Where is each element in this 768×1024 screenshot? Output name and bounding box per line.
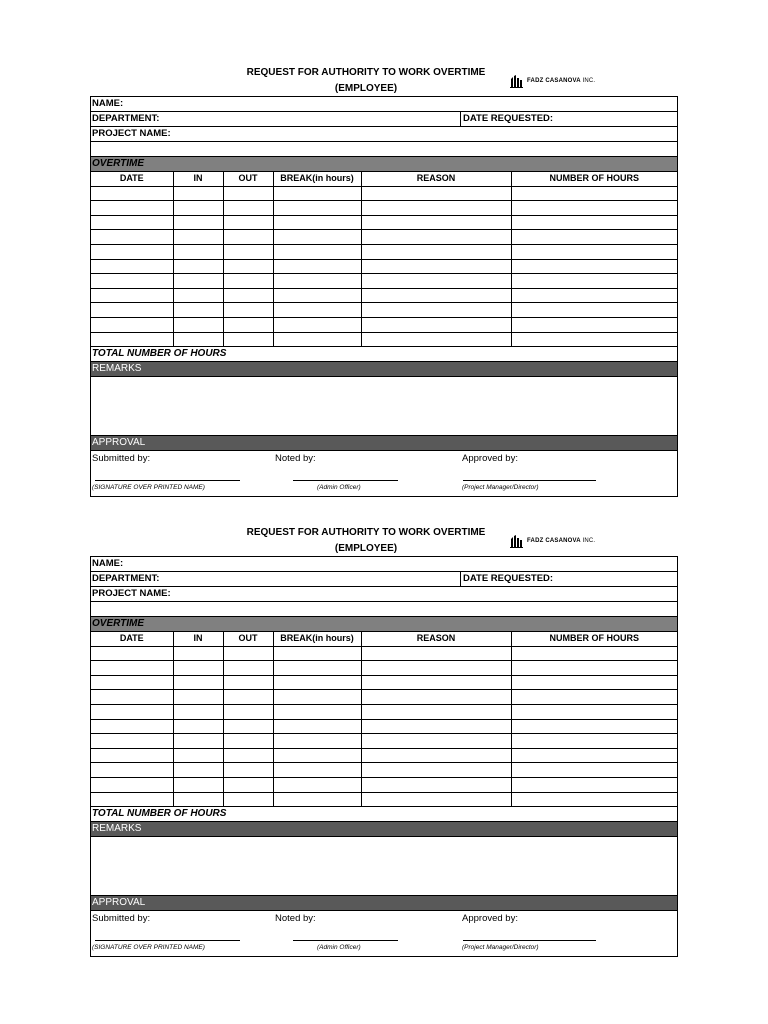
approved-by-label: Approved by: <box>462 453 518 465</box>
approval-area <box>91 911 677 956</box>
blank-row[interactable] <box>91 602 677 617</box>
signature-caption: (SIGNATURE OVER PRINTED NAME) <box>92 484 205 492</box>
admin-officer-caption: (Admin Officer) <box>317 484 361 492</box>
table-cell[interactable] <box>273 259 361 274</box>
overtime-rows <box>91 646 677 807</box>
table-row <box>91 719 677 734</box>
table-cell[interactable] <box>91 661 173 676</box>
col-out: OUT <box>223 632 273 646</box>
table-cell[interactable] <box>361 690 511 705</box>
company-logo <box>510 534 595 548</box>
table-cell[interactable] <box>223 201 273 216</box>
table-row <box>91 186 677 201</box>
table-cell[interactable] <box>361 303 511 318</box>
submitted-signature-line[interactable] <box>95 940 240 941</box>
department-label: DEPARTMENT: <box>92 573 160 584</box>
department-row[interactable] <box>91 572 677 587</box>
table-cell[interactable] <box>173 675 223 690</box>
table-cell[interactable] <box>91 317 173 332</box>
table-cell[interactable] <box>91 690 173 705</box>
table-row <box>91 704 677 719</box>
remarks-area[interactable] <box>91 377 677 436</box>
total-hours-label: TOTAL NUMBER OF HOURS <box>91 347 677 362</box>
col-in: IN <box>173 172 223 186</box>
table-row <box>91 661 677 676</box>
remarks-area[interactable] <box>91 837 677 896</box>
noted-signature-line[interactable] <box>293 480 398 481</box>
table-cell[interactable] <box>361 719 511 734</box>
table-cell[interactable] <box>173 792 223 807</box>
table-cell[interactable] <box>361 792 511 807</box>
noted-by-label: Noted by: <box>275 913 316 925</box>
table-row <box>91 690 677 705</box>
table-cell[interactable] <box>273 763 361 778</box>
table-cell[interactable] <box>511 690 677 705</box>
table-cell[interactable] <box>273 704 361 719</box>
date-requested-label[interactable]: DATE REQUESTED: <box>460 572 553 586</box>
table-cell[interactable] <box>511 317 677 332</box>
building-logo-icon <box>510 534 524 548</box>
overtime-table <box>91 632 677 807</box>
overtime-header-row <box>91 632 677 646</box>
form-title-line1: REQUEST FOR AUTHORITY TO WORK OVERTIME <box>246 67 486 78</box>
table-cell[interactable] <box>223 675 273 690</box>
table-row <box>91 792 677 807</box>
table-row <box>91 259 677 274</box>
table-cell[interactable] <box>361 259 511 274</box>
col-break: BREAK(in hours) <box>273 632 361 646</box>
col-out: OUT <box>223 172 273 186</box>
table-row <box>91 777 677 792</box>
table-cell[interactable] <box>511 675 677 690</box>
table-cell[interactable] <box>223 274 273 289</box>
table-cell[interactable] <box>273 646 361 661</box>
table-cell[interactable] <box>223 690 273 705</box>
table-cell[interactable] <box>361 332 511 347</box>
approved-signature-line[interactable] <box>463 480 596 481</box>
table-cell[interactable] <box>91 303 173 318</box>
project-name-row[interactable] <box>91 587 677 602</box>
form-title-line1: REQUEST FOR AUTHORITY TO WORK OVERTIME <box>246 527 486 538</box>
table-row <box>91 748 677 763</box>
submitted-by-label: Submitted by: <box>92 913 151 925</box>
table-cell[interactable] <box>223 303 273 318</box>
table-cell[interactable] <box>173 646 223 661</box>
table-cell[interactable] <box>273 719 361 734</box>
table-cell[interactable] <box>511 704 677 719</box>
col-date: DATE <box>91 172 173 186</box>
table-cell[interactable] <box>173 186 223 201</box>
table-cell[interactable] <box>223 777 273 792</box>
building-logo-icon <box>510 74 524 88</box>
table-cell[interactable] <box>511 215 677 230</box>
col-reason: REASON <box>361 172 511 186</box>
table-row <box>91 201 677 216</box>
table-cell[interactable] <box>361 661 511 676</box>
table-cell[interactable] <box>173 719 223 734</box>
table-cell[interactable] <box>511 288 677 303</box>
company-logo <box>510 74 595 88</box>
table-row <box>91 288 677 303</box>
project-manager-caption: (Project Manager/Director) <box>462 484 539 492</box>
table-cell[interactable] <box>511 230 677 245</box>
table-cell[interactable] <box>273 303 361 318</box>
table-cell[interactable] <box>91 675 173 690</box>
table-cell[interactable] <box>173 274 223 289</box>
date-requested-label[interactable]: DATE REQUESTED: <box>460 112 553 126</box>
table-cell[interactable] <box>173 201 223 216</box>
table-cell[interactable] <box>511 719 677 734</box>
submitted-by-label: Submitted by: <box>92 453 151 465</box>
remarks-section-bar: REMARKS <box>91 362 677 377</box>
table-cell[interactable] <box>223 259 273 274</box>
form-box <box>90 96 678 497</box>
table-cell[interactable] <box>91 332 173 347</box>
overtime-header-row <box>91 172 677 186</box>
table-cell[interactable] <box>173 763 223 778</box>
table-row <box>91 646 677 661</box>
table-cell[interactable] <box>511 186 677 201</box>
total-hours-label: TOTAL NUMBER OF HOURS <box>91 807 677 822</box>
table-cell[interactable] <box>273 734 361 749</box>
table-cell[interactable] <box>273 661 361 676</box>
project-name-label: PROJECT NAME: <box>92 128 171 139</box>
table-cell[interactable] <box>273 186 361 201</box>
table-cell[interactable] <box>223 230 273 245</box>
table-row <box>91 332 677 347</box>
table-cell[interactable] <box>91 186 173 201</box>
table-cell[interactable] <box>511 274 677 289</box>
col-break: BREAK(in hours) <box>273 172 361 186</box>
table-cell[interactable] <box>511 244 677 259</box>
table-row <box>91 303 677 318</box>
table-cell[interactable] <box>511 748 677 763</box>
department-row[interactable] <box>91 112 677 127</box>
table-cell[interactable] <box>173 288 223 303</box>
table-cell[interactable] <box>273 288 361 303</box>
table-cell[interactable] <box>173 259 223 274</box>
approved-signature-line[interactable] <box>463 940 596 941</box>
overtime-section-bar: OVERTIME <box>91 617 677 632</box>
table-cell[interactable] <box>361 186 511 201</box>
table-cell[interactable] <box>361 704 511 719</box>
table-cell[interactable] <box>91 230 173 245</box>
col-number-of-hours: NUMBER OF HOURS <box>511 172 677 186</box>
signature-caption: (SIGNATURE OVER PRINTED NAME) <box>92 944 205 952</box>
table-cell[interactable] <box>273 690 361 705</box>
table-cell[interactable] <box>223 646 273 661</box>
table-cell[interactable] <box>91 719 173 734</box>
table-cell[interactable] <box>173 748 223 763</box>
submitted-signature-line[interactable] <box>95 480 240 481</box>
table-cell[interactable] <box>223 661 273 676</box>
project-name-label: PROJECT NAME: <box>92 588 171 599</box>
form-box <box>90 556 678 957</box>
table-row <box>91 763 677 778</box>
form-title-line2: (EMPLOYEE) <box>334 543 398 554</box>
noted-by-label: Noted by: <box>275 453 316 465</box>
logo-brand: FADZ CASANOVA <box>527 78 581 84</box>
form-title-line2: (EMPLOYEE) <box>334 83 398 94</box>
approved-by-label: Approved by: <box>462 913 518 925</box>
table-cell[interactable] <box>173 244 223 259</box>
table-cell[interactable] <box>223 748 273 763</box>
logo-suffix: INC. <box>582 78 596 84</box>
table-cell[interactable] <box>173 332 223 347</box>
table-row <box>91 215 677 230</box>
table-cell[interactable] <box>223 215 273 230</box>
table-cell[interactable] <box>361 646 511 661</box>
table-cell[interactable] <box>223 704 273 719</box>
table-cell[interactable] <box>511 763 677 778</box>
table-cell[interactable] <box>223 186 273 201</box>
name-label: NAME: <box>92 558 124 569</box>
table-cell[interactable] <box>173 317 223 332</box>
approval-section-bar: APPROVAL <box>91 896 677 911</box>
table-cell[interactable] <box>91 274 173 289</box>
table-cell[interactable] <box>361 748 511 763</box>
overtime-section-bar: OVERTIME <box>91 157 677 172</box>
table-cell[interactable] <box>91 288 173 303</box>
table-cell[interactable] <box>511 777 677 792</box>
table-cell[interactable] <box>173 303 223 318</box>
table-cell[interactable] <box>223 332 273 347</box>
table-cell[interactable] <box>273 777 361 792</box>
table-cell[interactable] <box>511 792 677 807</box>
overtime-rows <box>91 186 677 347</box>
table-cell[interactable] <box>361 317 511 332</box>
remarks-section-bar: REMARKS <box>91 822 677 837</box>
table-row <box>91 244 677 259</box>
table-row <box>91 675 677 690</box>
overtime-table <box>91 172 677 347</box>
table-cell[interactable] <box>223 719 273 734</box>
table-cell[interactable] <box>511 303 677 318</box>
table-cell[interactable] <box>273 230 361 245</box>
admin-officer-caption: (Admin Officer) <box>317 944 361 952</box>
name-row[interactable] <box>91 557 677 572</box>
table-cell[interactable] <box>91 777 173 792</box>
table-cell[interactable] <box>91 763 173 778</box>
table-cell[interactable] <box>361 244 511 259</box>
logo-brand: FADZ CASANOVA <box>527 538 581 544</box>
table-cell[interactable] <box>91 244 173 259</box>
table-cell[interactable] <box>173 661 223 676</box>
table-cell[interactable] <box>273 792 361 807</box>
blank-row[interactable] <box>91 142 677 157</box>
table-cell[interactable] <box>511 646 677 661</box>
table-cell[interactable] <box>361 675 511 690</box>
noted-signature-line[interactable] <box>293 940 398 941</box>
table-row <box>91 274 677 289</box>
col-in: IN <box>173 632 223 646</box>
department-label: DEPARTMENT: <box>92 113 160 124</box>
name-label: NAME: <box>92 98 124 109</box>
table-cell[interactable] <box>511 734 677 749</box>
name-row[interactable] <box>91 97 677 112</box>
table-cell[interactable] <box>361 288 511 303</box>
table-cell[interactable] <box>223 244 273 259</box>
table-cell[interactable] <box>91 259 173 274</box>
table-cell[interactable] <box>91 201 173 216</box>
table-cell[interactable] <box>273 201 361 216</box>
approval-section-bar: APPROVAL <box>91 436 677 451</box>
form-header <box>90 66 678 96</box>
table-cell[interactable] <box>361 201 511 216</box>
overtime-form-2 <box>90 526 678 957</box>
table-cell[interactable] <box>91 792 173 807</box>
table-cell[interactable] <box>361 215 511 230</box>
project-manager-caption: (Project Manager/Director) <box>462 944 539 952</box>
table-cell[interactable] <box>361 230 511 245</box>
col-reason: REASON <box>361 632 511 646</box>
table-cell[interactable] <box>511 332 677 347</box>
table-cell[interactable] <box>511 661 677 676</box>
table-cell[interactable] <box>361 777 511 792</box>
table-cell[interactable] <box>91 734 173 749</box>
table-cell[interactable] <box>273 274 361 289</box>
table-cell[interactable] <box>273 748 361 763</box>
table-cell[interactable] <box>273 675 361 690</box>
col-number-of-hours: NUMBER OF HOURS <box>511 632 677 646</box>
table-cell[interactable] <box>273 215 361 230</box>
form-header <box>90 526 678 556</box>
table-cell[interactable] <box>361 734 511 749</box>
table-cell[interactable] <box>273 244 361 259</box>
table-cell[interactable] <box>173 690 223 705</box>
table-cell[interactable] <box>173 230 223 245</box>
table-cell[interactable] <box>91 215 173 230</box>
table-cell[interactable] <box>273 317 361 332</box>
table-cell[interactable] <box>361 274 511 289</box>
approval-area <box>91 451 677 496</box>
col-date: DATE <box>91 632 173 646</box>
table-cell[interactable] <box>91 704 173 719</box>
table-cell[interactable] <box>91 748 173 763</box>
table-cell[interactable] <box>173 734 223 749</box>
table-cell[interactable] <box>173 215 223 230</box>
table-cell[interactable] <box>223 734 273 749</box>
table-cell[interactable] <box>361 763 511 778</box>
table-cell[interactable] <box>511 259 677 274</box>
table-cell[interactable] <box>511 201 677 216</box>
table-cell[interactable] <box>273 332 361 347</box>
table-row <box>91 317 677 332</box>
table-cell[interactable] <box>91 646 173 661</box>
table-cell[interactable] <box>223 763 273 778</box>
table-row <box>91 734 677 749</box>
overtime-form-1 <box>90 66 678 497</box>
table-cell[interactable] <box>173 704 223 719</box>
logo-suffix: INC. <box>582 538 596 544</box>
project-name-row[interactable] <box>91 127 677 142</box>
table-cell[interactable] <box>223 317 273 332</box>
table-cell[interactable] <box>223 792 273 807</box>
table-cell[interactable] <box>173 777 223 792</box>
table-row <box>91 230 677 245</box>
table-cell[interactable] <box>223 288 273 303</box>
